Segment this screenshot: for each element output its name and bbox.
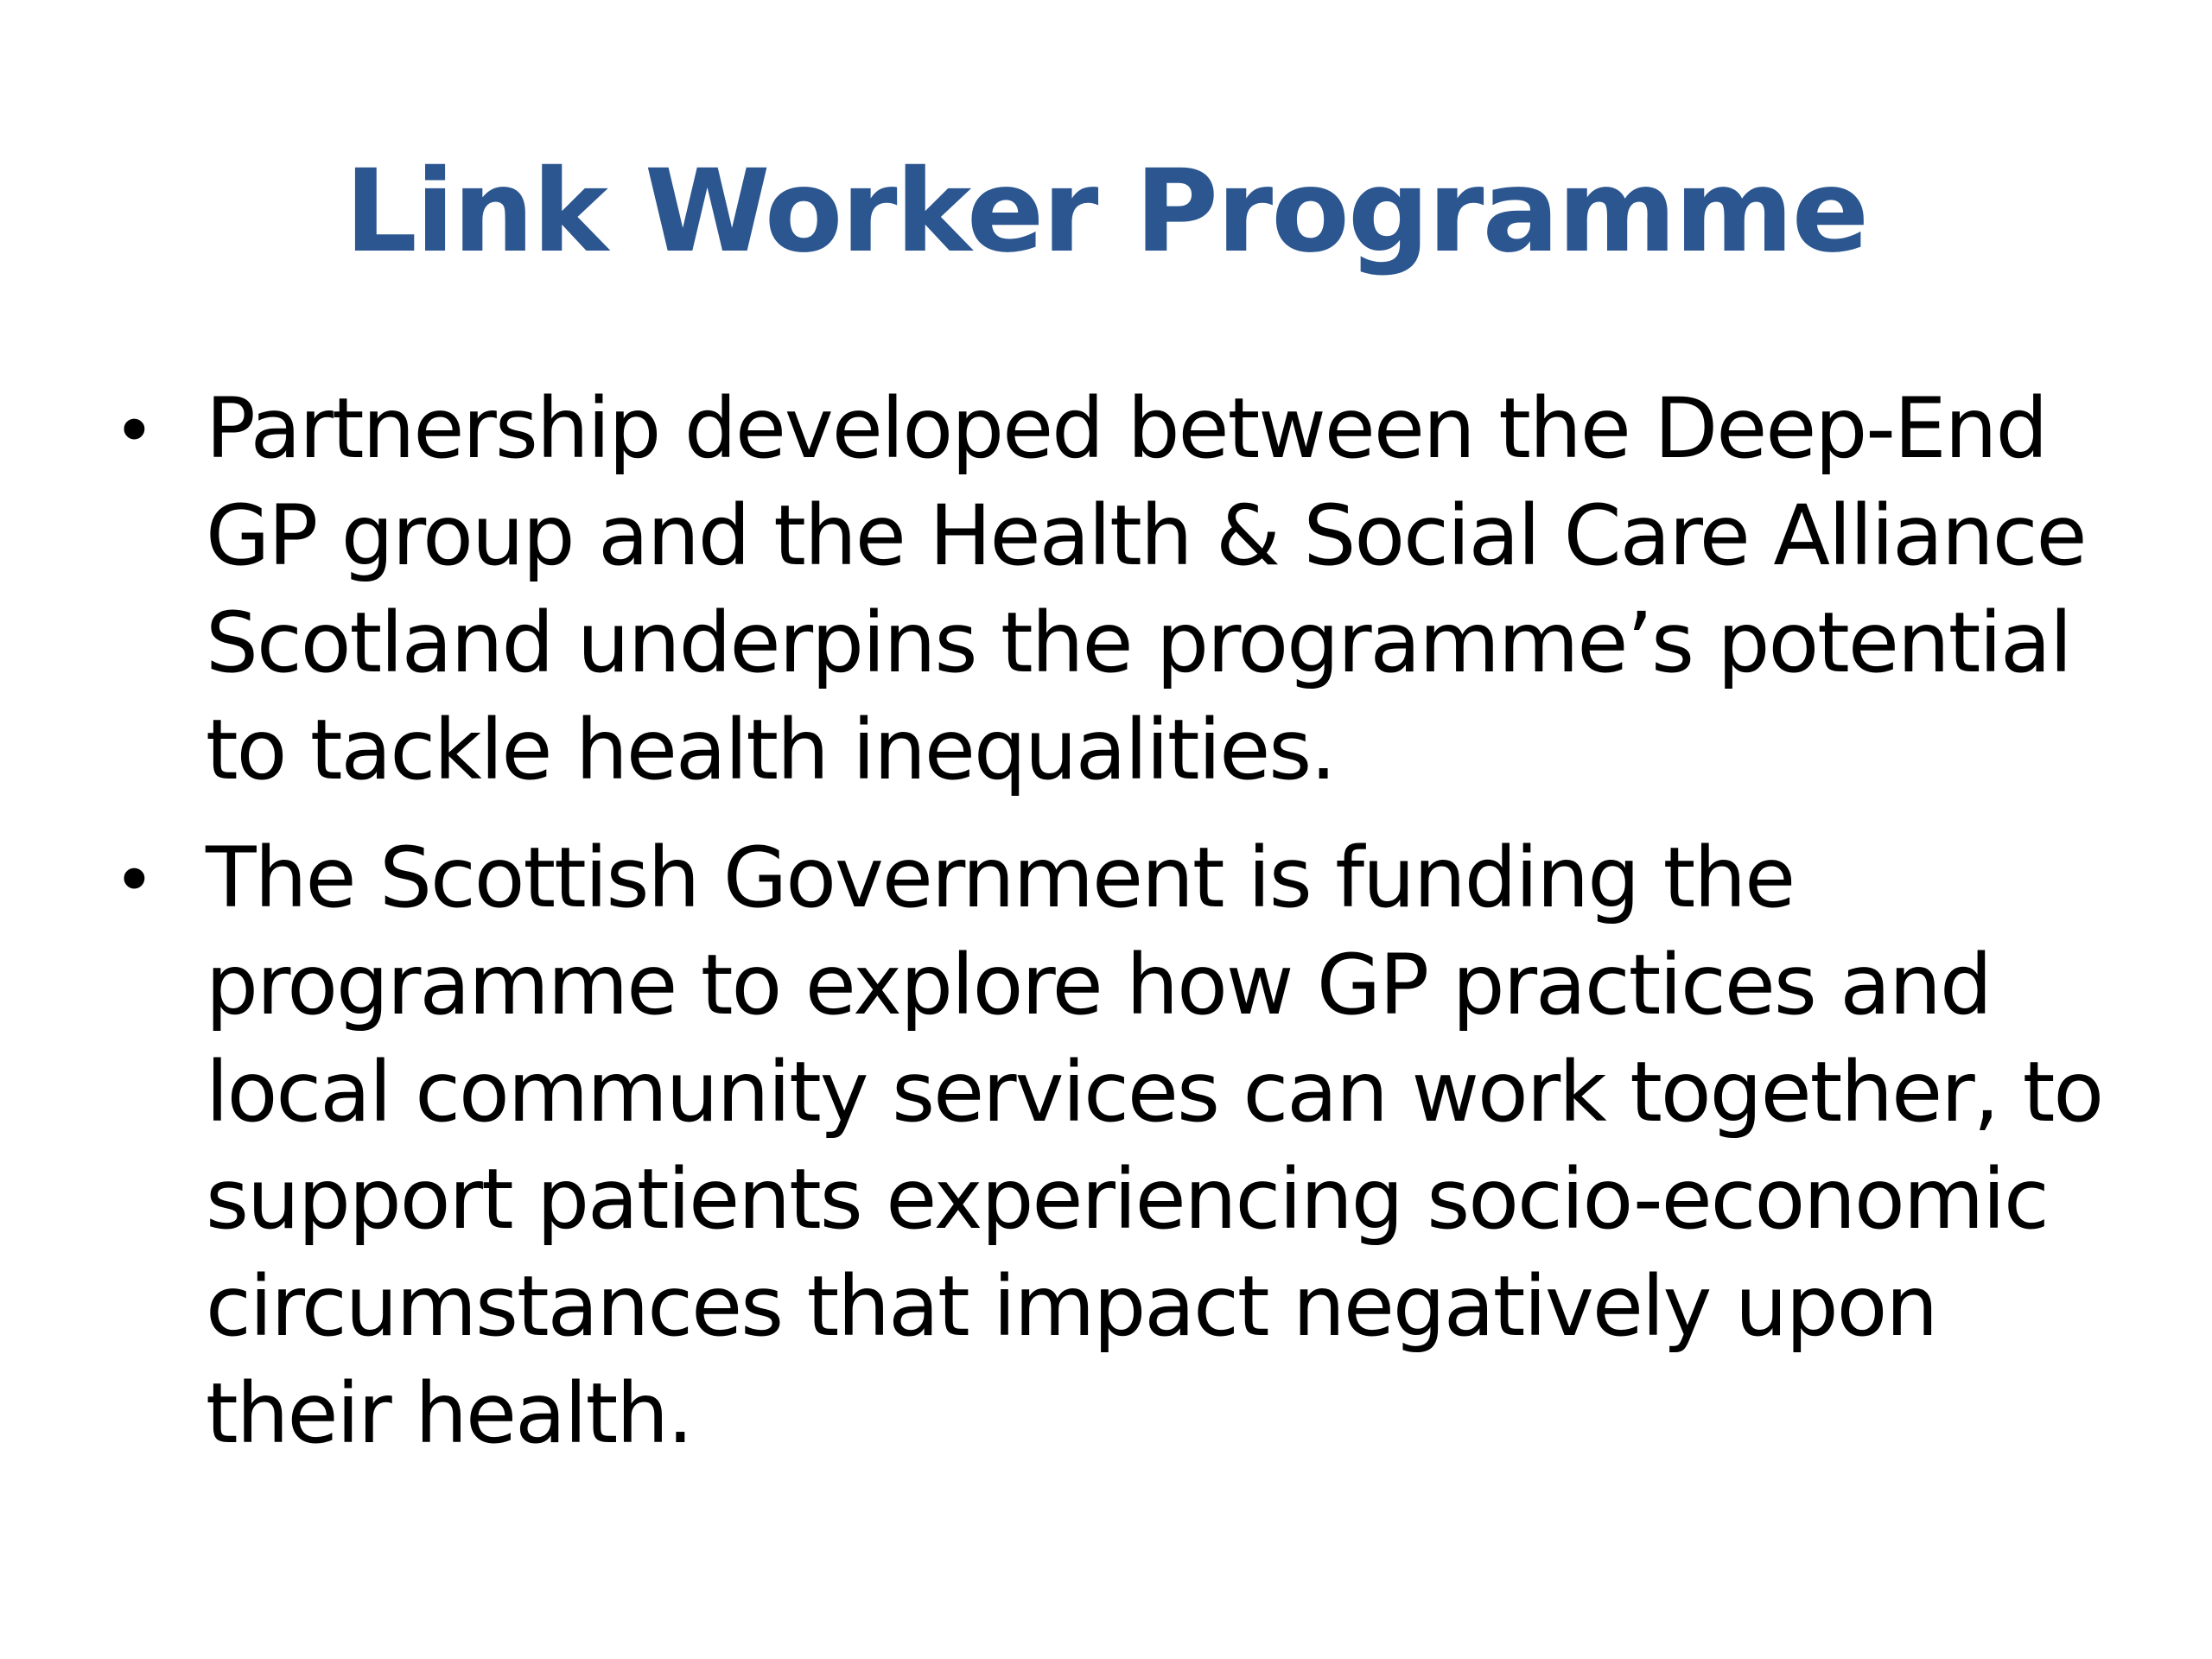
bullet-item [121, 375, 2108, 804]
bullet-list [121, 375, 2108, 1488]
slide-title: Link Worker Programme [344, 145, 1868, 278]
bullet-icon: • [121, 385, 148, 471]
bullet-item [121, 824, 2108, 1467]
bullet-text: The Scottish Government is funding the programme to explore how GP practices and local community services can work together, to support patients experiencing socio-economic circumstances that impact negatively upon their health. [206, 830, 2103, 1462]
bullet-text: Partnership developed between the Deep-End GP group and the Health & Social Care Alliance Scotland underpins the programme’s potential to tackle health inequalities. [206, 380, 2086, 798]
bullet-icon: • [121, 835, 148, 920]
